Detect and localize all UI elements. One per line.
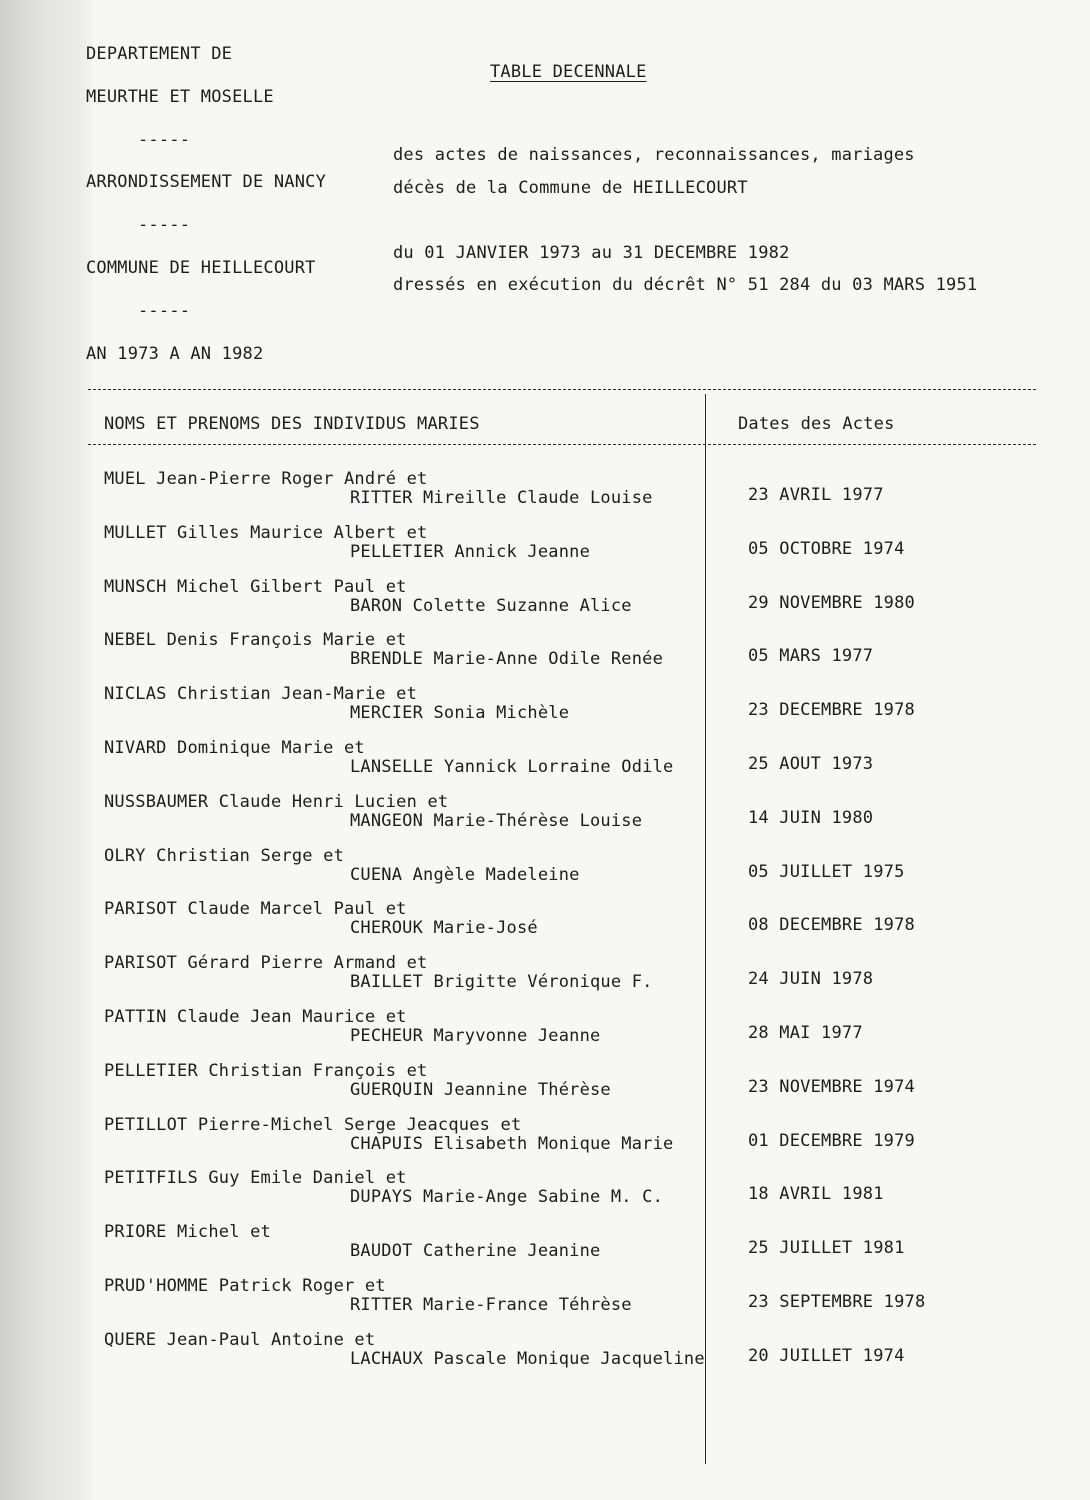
column-header-dates: Dates des Actes	[738, 414, 895, 434]
table-row	[0, 1061, 1090, 1115]
act-date: 23 NOVEMBRE 1974	[748, 1076, 915, 1097]
act-date: 05 MARS 1977	[748, 646, 874, 667]
act-date: 01 DECEMBRE 1979	[748, 1130, 915, 1151]
act-date: 23 AVRIL 1977	[748, 485, 884, 505]
column-header-names: NOMS ET PRENOMS DES INDIVIDUS MARIES	[104, 414, 480, 434]
wife-name: GUERQUIN Jeannine Thérèse	[350, 1079, 611, 1100]
husband-name: QUERE Jean-Paul Antoine et	[104, 1329, 376, 1350]
wife-name: MANGEON Marie-Thérèse Louise	[350, 810, 643, 831]
husband-name: PRIORE Michel et	[104, 1222, 271, 1243]
table-row	[0, 1168, 1090, 1222]
husband-name: NIVARD Dominique Marie et	[104, 738, 365, 758]
departement-line1: DEPARTEMENT DE	[86, 44, 233, 64]
table-row	[0, 630, 1090, 684]
wife-name: BRENDLE Marie-Anne Odile Renée	[350, 649, 664, 670]
wife-name: PELLETIER Annick Jeanne	[350, 541, 591, 562]
header-separator: -----	[138, 301, 191, 321]
wife-name: CUENA Angèle Madeleine	[350, 864, 580, 885]
wife-name: BARON Colette Suzanne Alice	[350, 595, 632, 616]
wife-name: CHAPUIS Elisabeth Monique Marie	[350, 1133, 674, 1154]
husband-name: PELLETIER Christian François et	[104, 1060, 428, 1081]
act-date: 05 JUILLET 1975	[748, 861, 905, 882]
commune: COMMUNE DE HEILLECOURT	[86, 258, 316, 278]
wife-name: BAUDOT Catherine Jeanine	[350, 1241, 601, 1262]
act-date: 25 JUILLET 1981	[748, 1238, 905, 1259]
husband-name: PARISOT Gérard Pierre Armand et	[104, 953, 428, 974]
act-date: 28 MAI 1977	[748, 1023, 863, 1043]
act-date: 20 JUILLET 1974	[748, 1345, 905, 1366]
husband-name: NUSSBAUMER Claude Henri Lucien et	[104, 791, 449, 812]
description-line2: décès de la Commune de HEILLECOURT	[393, 178, 748, 198]
header-separator: -----	[138, 130, 191, 150]
document-title: TABLE DECENNALE	[490, 62, 647, 82]
act-date: 24 JUIN 1978	[748, 969, 874, 990]
husband-name: PETILLOT Pierre-Michel Serge Jeacques et	[104, 1114, 522, 1135]
description-line3: du 01 JANVIER 1973 au 31 DECEMBRE 1982	[393, 243, 790, 263]
table-top-rule	[88, 389, 1036, 390]
departement-line2: MEURTHE ET MOSELLE	[86, 87, 274, 107]
act-date: 05 OCTOBRE 1974	[748, 538, 905, 559]
act-date: 23 DECEMBRE 1978	[748, 700, 915, 721]
description-line4: dressés en exécution du décrêt N° 51 284 du 03 MARS 1951	[393, 275, 978, 295]
table-header-rule	[88, 444, 1036, 445]
table-row	[0, 899, 1090, 953]
act-date: 18 AVRIL 1981	[748, 1184, 884, 1205]
act-date: 25 AOUT 1973	[748, 754, 874, 774]
period: AN 1973 A AN 1982	[86, 344, 264, 364]
table-row	[0, 953, 1090, 1007]
husband-name: MUNSCH Michel Gilbert Paul et	[104, 576, 407, 597]
table-row	[0, 684, 1090, 738]
table-row	[0, 846, 1090, 900]
wife-name: LANSELLE Yannick Lorraine Odile	[350, 757, 674, 777]
act-date: 23 SEPTEMBRE 1978	[748, 1292, 926, 1312]
wife-name: BAILLET Brigitte Véronique F.	[350, 972, 653, 993]
husband-name: PETITFILS Guy Emile Daniel et	[104, 1168, 407, 1189]
wife-name: LACHAUX Pascale Monique Jacqueline	[350, 1348, 705, 1369]
act-date: 14 JUIN 1980	[748, 807, 874, 828]
husband-name: PATTIN Claude Jean Maurice et	[104, 1007, 407, 1027]
table-row	[0, 792, 1090, 846]
table-row	[0, 1007, 1090, 1061]
table-row	[0, 469, 1090, 523]
wife-name: PECHEUR Maryvonne Jeanne	[350, 1026, 601, 1046]
husband-name: MULLET Gilles Maurice Albert et	[104, 522, 428, 543]
table-row	[0, 577, 1090, 631]
wife-name: MERCIER Sonia Michèle	[350, 703, 570, 724]
table-row	[0, 1330, 1090, 1384]
husband-name: NEBEL Denis François Marie et	[104, 630, 407, 651]
wife-name: DUPAYS Marie-Ange Sabine M. C.	[350, 1187, 664, 1208]
table-row	[0, 1222, 1090, 1276]
table-row	[0, 1115, 1090, 1169]
wife-name: RITTER Mireille Claude Louise	[350, 488, 653, 508]
header-separator: -----	[138, 215, 191, 235]
husband-name: NICLAS Christian Jean-Marie et	[104, 684, 418, 705]
wife-name: CHEROUK Marie-José	[350, 918, 538, 939]
husband-name: MUEL Jean-Pierre Roger André et	[104, 469, 428, 489]
table-row	[0, 1276, 1090, 1330]
table-row	[0, 738, 1090, 792]
wife-name: RITTER Marie-France Téhrèse	[350, 1295, 632, 1315]
husband-name: PARISOT Claude Marcel Paul et	[104, 899, 407, 920]
act-date: 29 NOVEMBRE 1980	[748, 592, 915, 613]
description-line1: des actes de naissances, reconnaissances, mariages	[393, 145, 915, 165]
table-row	[0, 523, 1090, 577]
husband-name: PRUD'HOMME Patrick Roger et	[104, 1276, 386, 1296]
act-date: 08 DECEMBRE 1978	[748, 915, 915, 936]
husband-name: OLRY Christian Serge et	[104, 845, 345, 866]
arrondissement: ARRONDISSEMENT DE NANCY	[86, 172, 327, 192]
